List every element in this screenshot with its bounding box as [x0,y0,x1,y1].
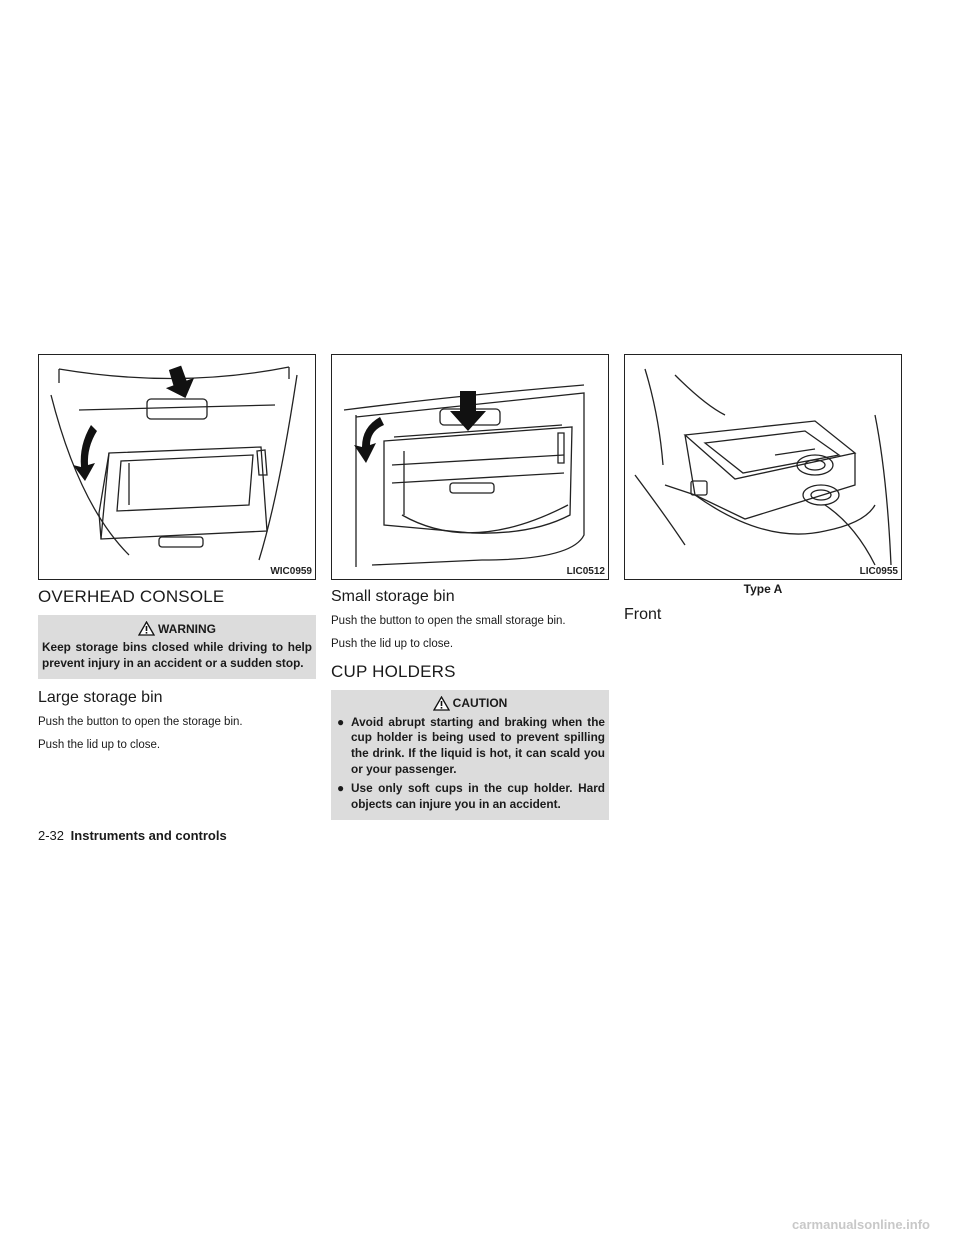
cup-holder-illustration [625,355,901,579]
caution-list [335,715,605,812]
paragraph: Push the button to open the storage bin. [38,716,243,729]
section-title: Instruments and controls [70,828,227,843]
page-footer [38,828,227,843]
figure-code: LIC0512 [566,566,605,577]
subheading-small-storage-bin: Small storage bin [331,588,455,605]
column-overhead-console [38,354,316,753]
figure-code: LIC0955 [859,566,898,577]
warning-triangle-icon [138,621,155,636]
warning-box [38,615,316,679]
caution-title: CAUTION [452,696,508,711]
watermark: carmanualsonline.info [792,1217,930,1232]
bullet-icon: ● [337,781,345,796]
subheading-large-storage-bin: Large storage bin [38,689,163,707]
figure-cup-holders [624,354,902,580]
large-storage-bin-illustration [39,355,315,579]
column-small-storage-bin [331,354,609,820]
caution-item: ● Avoid abrupt starting and braking when the cup holder is being used to prevent spilling the drink. If the liquid is hot, it can scald you or your passenger. [337,714,605,776]
caution-item: ● Use only soft cups in the cup holder. Hard objects can injure you in an accident. [337,781,605,811]
paragraph: Push the lid up to close. [331,637,454,650]
subheading-front: Front [624,606,662,623]
paragraph: Push the lid up to close. [38,739,161,752]
column-cup-holder-front [624,354,902,624]
paragraph: Push the button to open the small storage bin. [331,615,566,627]
warning-title: WARNING [158,621,216,636]
figure-large-storage-bin [38,354,316,580]
page-number: 2-32 [38,828,65,843]
caution-box [331,690,609,820]
bullet-icon: ● [337,714,345,729]
small-storage-bin-illustration [332,355,608,579]
section-heading-cup-holders: CUP HOLDERS [331,661,456,681]
section-heading-overhead-console: OVERHEAD CONSOLE [38,587,225,606]
caution-triangle-icon [433,696,450,711]
figure-caption: Type A [743,582,783,596]
figure-small-storage-bin [331,354,609,580]
figure-code: WIC0959 [270,566,312,577]
warning-text: Keep storage bins closed while driving to help prevent injury in an accident or a sudden stop. [42,640,312,670]
